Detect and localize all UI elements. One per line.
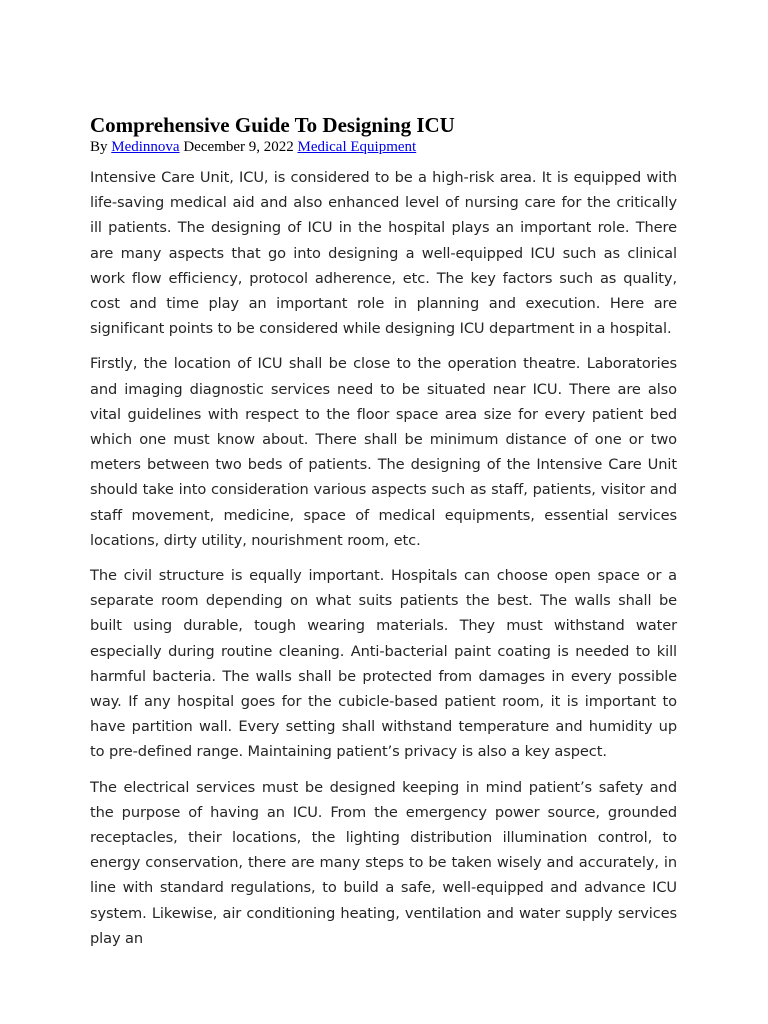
paragraph-location: Firstly, the location of ICU shall be close to the operation theatre. Laboratories and imaging diagnostic services need to be situated near ICU. There are also vital guidelines with respect to the floor space area size for every patient bed which one must know about. There shall be minimum distance of one or two meters between two beds of patients. The designing of the Intensive Care Unit should take into consideration various aspects such as staff, patients, visitor and staff movement, medicine, space of medical equipments, essential services locations, dirty utility, nourishment room, etc. bbox=[90, 355, 677, 549]
publish-date: December 9, 2022 bbox=[183, 139, 294, 155]
article bbox=[90, 112, 677, 961]
category-link[interactable]: Medical Equipment bbox=[297, 139, 417, 155]
paragraph-intro: Intensive Care Unit, ICU, is considered to be a high-risk area. It is equipped with life-saving medical aid and also enhanced level of nursing care for the critically ill patients. The designing of ICU in the hospital plays an important role. There are many aspects that go into designing a well-equipped ICU such as clinical work flow efficiency, protocol adherence, etc. The key factors such as quality, cost and time play an important role in planning and execution. Here are significant points to be considered while designing ICU department in a hospital. bbox=[90, 169, 677, 338]
byline-by-label: By bbox=[90, 139, 108, 155]
paragraph-civil-structure: The civil structure is equally important. Hospitals can choose open space or a separate room depending on what suits patients the best. The walls shall be built using durable, tough wearing materials. They must withstand water especially during routine cleaning. Anti-bacterial paint coating is needed to kill harmful bacteria. The walls shall be protected from damages in every possible way. If any hospital goes for the cubicle-based patient room, it is important to have partition wall. Every setting shall withstand temperature and humidity up to pre-defined range. Maintaining patient’s privacy is also a key aspect. bbox=[90, 567, 677, 761]
paragraph-electrical-services: The electrical services must be designed keeping in mind patient’s safety and the purpose of having an ICU. From the emergency power source, grounded receptacles, their locations, the lighting distribution illumination control, to energy conservation, there are many steps to be taken wisely and accurately, in line with standard regulations, to build a safe, well-equipped and advance ICU system. Likewise, air conditioning heating, ventilation and water supply services play an bbox=[90, 778, 677, 947]
article-title: Comprehensive Guide To Designing ICU bbox=[90, 113, 455, 137]
author-link[interactable]: Medinnova bbox=[111, 139, 180, 155]
byline bbox=[90, 138, 677, 156]
